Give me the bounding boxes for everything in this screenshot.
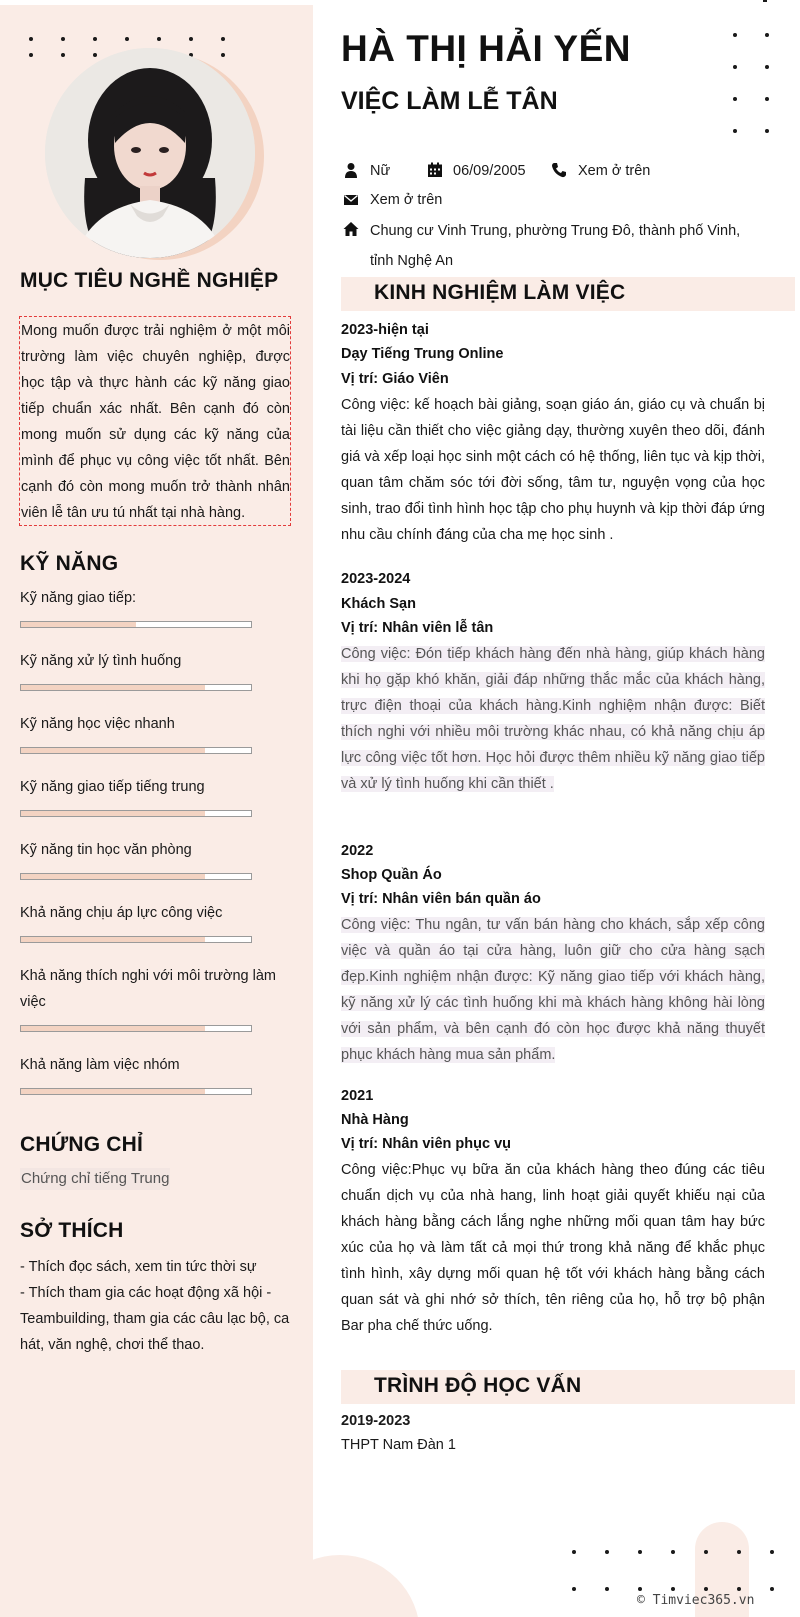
skill-name: Kỹ năng giao tiếp: bbox=[20, 590, 137, 606]
experience-section-header bbox=[341, 277, 795, 311]
objective-text[interactable]: Mong muốn được trải nghiệm ở một môi trường làm việc chuyên nghiệp, được học tập và thực hành các kỹ năng giao tiếp chuẩn xác nhất. Bên cạnh đó còn mong muốn sử dụng các kỹ năng của mình để phục vụ công việc tốt nhất. Bên cạnh đó còn mong muốn trở thành nhân viên lễ tân ưu tú nhất tại nhà hàng. bbox=[19, 316, 291, 526]
experience-description bbox=[341, 912, 765, 1068]
decorative-dots bbox=[733, 33, 769, 133]
envelope-icon bbox=[343, 192, 359, 208]
calendar-icon bbox=[427, 162, 443, 178]
skill-level-bar bbox=[20, 873, 252, 880]
phone-icon bbox=[551, 162, 567, 178]
skill-level-bar bbox=[20, 936, 252, 943]
skill-level-fill bbox=[21, 874, 205, 879]
experience-description-text: Công việc: Đón tiếp khách hàng đến nhà hàng, giúp khách hàng khi họ gặp khó khăn, giải đáp những thắc mắc của khách hàng, trực điện thoại của khách hàng.Kinh nghiệm nhận được: Biết thích nghi với nhiều môi trường khác nhau, có khả năng chịu áp lực công việc tốt hơn. Học hỏi được thêm nhiều kỹ năng giao tiếp và xử lý tình huống khi cần thiết . bbox=[341, 646, 765, 792]
skill-name: Khả năng làm việc nhóm bbox=[20, 1057, 180, 1073]
skill-level-fill bbox=[21, 622, 136, 627]
decorative-dots bbox=[572, 1550, 774, 1591]
skill-level-fill bbox=[21, 685, 205, 690]
job-title: VIỆC LÀM LỄ TÂN bbox=[341, 87, 558, 115]
experience-company: Khách Sạn bbox=[341, 596, 416, 612]
gender-value: Nữ bbox=[370, 163, 391, 179]
experience-position: Vị trí: Nhân viên bán quần áo bbox=[341, 891, 541, 907]
birthdate-value: 06/09/2005 bbox=[453, 163, 526, 179]
left-column bbox=[0, 5, 313, 1617]
hobbies-list bbox=[20, 1254, 290, 1358]
certificate-item: Chứng chỉ tiếng Trung bbox=[20, 1168, 170, 1190]
address-value: Chung cư Vinh Trung, phường Trung Đô, thành phố Vinh, tỉnh Nghệ An bbox=[370, 223, 741, 269]
objective-title: MỤC TIÊU NGHỀ NGHIỆP bbox=[20, 269, 279, 292]
experience-date: 2023-2024 bbox=[341, 571, 411, 587]
skill-level-fill bbox=[21, 748, 205, 753]
person-icon bbox=[343, 162, 359, 178]
candidate-name: HÀ THỊ HẢI YẾN bbox=[341, 28, 632, 69]
experience-company: Shop Quần Áo bbox=[341, 867, 442, 883]
experience-position: Vị trí: Nhân viên phục vụ bbox=[341, 1136, 511, 1152]
experience-title: KINH NGHIỆM LÀM VIỆC bbox=[374, 281, 626, 304]
education-title: TRÌNH ĐỘ HỌC VẤN bbox=[374, 1374, 582, 1397]
email-value: Xem ở trên bbox=[370, 192, 443, 208]
certificates-title: CHỨNG CHỈ bbox=[20, 1133, 144, 1156]
experience-company: Dạy Tiếng Trung Online bbox=[341, 346, 504, 362]
skills-title: KỸ NĂNG bbox=[20, 552, 119, 575]
experience-position: Vị trí: Giáo Viên bbox=[341, 371, 449, 387]
experience-date: 2022 bbox=[341, 843, 374, 859]
skill-item bbox=[20, 648, 280, 674]
hobby-item: - Thích đọc sách, xem tin tức thời sự bbox=[20, 1259, 257, 1275]
skill-name: Kỹ năng xử lý tình huống bbox=[20, 653, 182, 669]
avatar bbox=[45, 48, 255, 258]
experience-position: Vị trí: Nhân viên lễ tân bbox=[341, 620, 494, 636]
skill-level-fill bbox=[21, 1026, 205, 1031]
skill-level-bar bbox=[20, 1025, 252, 1032]
hobbies-title: SỞ THÍCH bbox=[20, 1219, 124, 1242]
experience-description bbox=[341, 641, 765, 797]
skill-name: Kỹ năng giao tiếp tiếng trung bbox=[20, 779, 205, 795]
skill-level-fill bbox=[21, 937, 205, 942]
skill-level-fill bbox=[21, 811, 205, 816]
skill-level-bar bbox=[20, 621, 252, 628]
skill-name: Kỹ năng học việc nhanh bbox=[20, 716, 175, 732]
skill-item bbox=[20, 1052, 280, 1078]
phone-value: Xem ở trên bbox=[578, 163, 651, 179]
skill-level-bar bbox=[20, 810, 252, 817]
experience-date: 2023-hiện tại bbox=[341, 322, 429, 338]
education-date: 2019-2023 bbox=[341, 1413, 411, 1429]
skill-level-bar bbox=[20, 747, 252, 754]
home-icon bbox=[343, 221, 359, 237]
experience-description: Công việc:Phục vụ bữa ăn của khách hàng theo đúng các tiêu chuẩn dịch vụ của nhà hang, linh hoạt giải quyết khiếu nại của khách hàng bằng cách lắng nghe những mối quan tâm hay bức xúc của họ và làm tất cả mọi thứ trong khả năng để khắc phục tình hình, xây dựng mối quan hệ tốt với khách hàng bằng cách quan sát và ghi nhớ sở thích, tên riêng của họ, hỗ trợ bộ phận Bar pha chế thức uống. bbox=[341, 1162, 765, 1334]
skill-item bbox=[20, 900, 280, 926]
decorative-mark bbox=[763, 0, 767, 2]
skill-level-bar bbox=[20, 1088, 252, 1095]
experience-date: 2021 bbox=[341, 1088, 374, 1104]
skill-item bbox=[20, 774, 280, 800]
skill-item bbox=[20, 963, 280, 1015]
skill-item bbox=[20, 837, 280, 863]
education-school: THPT Nam Đàn 1 bbox=[341, 1437, 456, 1453]
experience-company: Nhà Hàng bbox=[341, 1112, 409, 1128]
skill-name: Kỹ năng tin học văn phòng bbox=[20, 842, 192, 858]
experience-description-text: Công việc: Thu ngân, tư vấn bán hàng cho khách, sắp xếp công việc và quần áo tại cửa hàng, luôn giữ cho cửa hàng sạch đẹp.Kinh nghiệm nhận được: Kỹ năng giao tiếp với khách hàng, kỹ năng xử lý các tình huống khi mà khách hàng không hài lòng với sản phẩm, và bên cạnh đó còn học được khả năng thuyết phục khách hàng mua sản phẩm. bbox=[341, 917, 765, 1063]
hobby-item: - Thích tham gia các hoạt động xã hội -Teambuilding, tham gia các câu lạc bộ, ca hát, văn nghệ, chơi thể thao. bbox=[20, 1285, 290, 1353]
skill-level-fill bbox=[21, 1089, 205, 1094]
skill-name: Khả năng thích nghi với môi trường làm việc bbox=[20, 968, 277, 1010]
skill-name: Khả năng chịu áp lực công việc bbox=[20, 905, 223, 921]
watermark: © Timviec365.vn bbox=[637, 1593, 755, 1608]
skill-level-bar bbox=[20, 684, 252, 691]
experience-description: Công việc: kế hoạch bài giảng, soạn giáo án, giáo cụ và chuẩn bị tài liệu cần thiết cho việc giảng dạy, thường xuyên theo dõi, đánh giá và xếp loại học sinh một cách có hệ thống, liên tục và kịp thời, quan tâm chăm sóc tới đời sống, tâm tư, nguyện vọng của học sinh, trao đổi tình hình học tập cho phụ huynh và kịp thời đáp ứng nhu cầu chính đáng của cha mẹ học sinh . bbox=[341, 397, 765, 543]
skill-item bbox=[20, 711, 280, 737]
education-section-header bbox=[341, 1370, 795, 1404]
skill-item bbox=[20, 585, 280, 611]
